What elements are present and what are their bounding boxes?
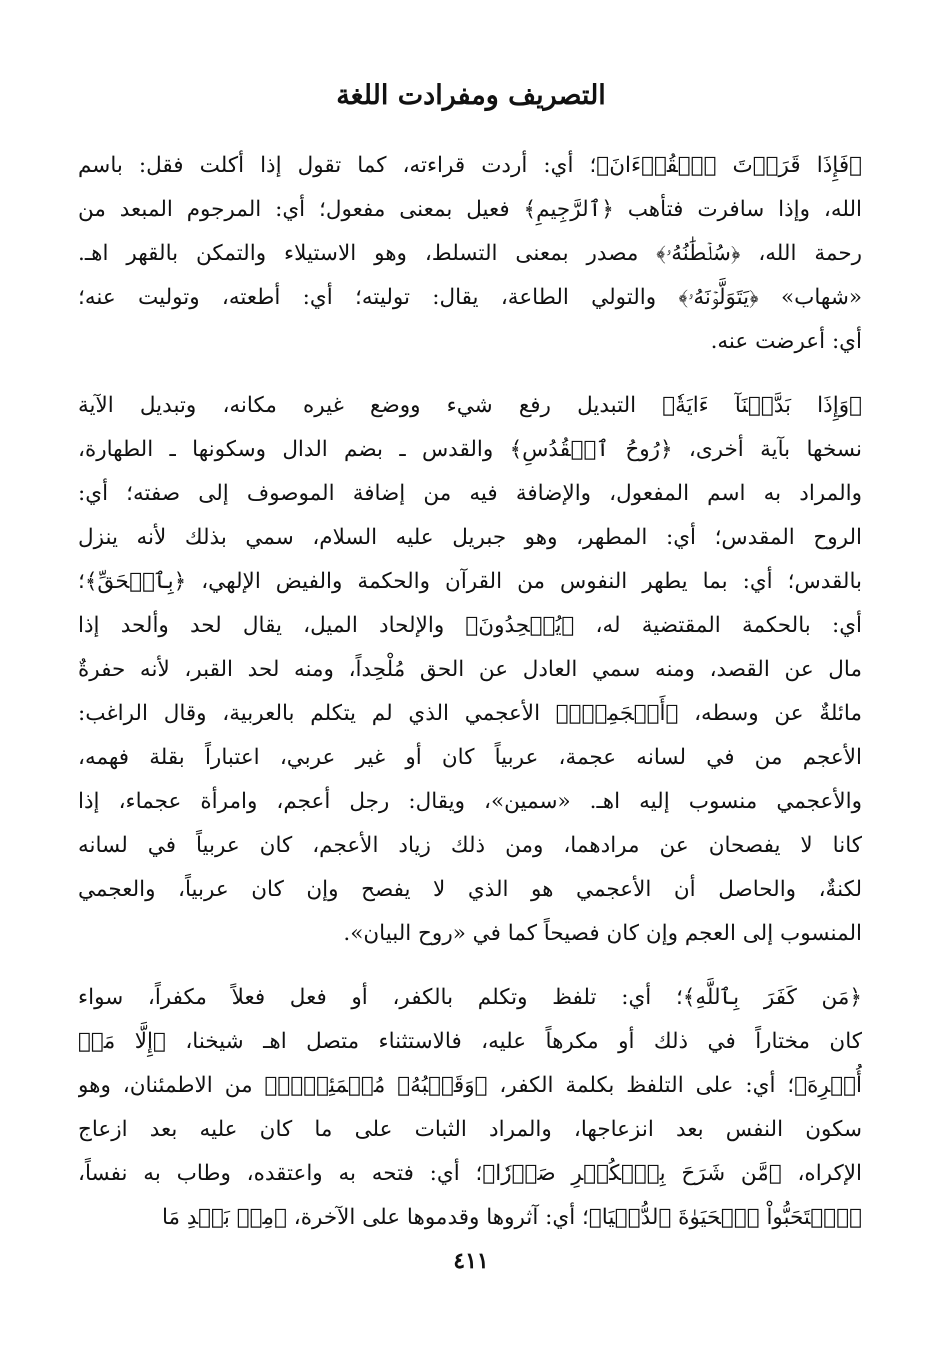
text-line: لكنةٌ، والحاصل أن الأعجمي هو الذي لا يفصح وإن كان عربياً، والعجمي	[78, 877, 862, 902]
text-line: ﴿فَإِذَا قَرَأۡتَ ٱلۡقُرۡءَانَ﴾؛ أي: أردت قراءته، كما تقول إذا أكلت فقل: باسم	[78, 153, 862, 178]
text-line: المنسوب إلى العجم وإن كان فصيحاً كما في «روح البيان».	[343, 921, 862, 946]
body-text	[78, 144, 862, 1240]
page-title: التصريف ومفرادت اللغة	[336, 80, 606, 111]
paragraph	[78, 144, 862, 364]
text-line: كانا لا يفصحان عن مرادهما، ومن ذلك زياد الأعجم، كان عربياً في لسانه	[78, 833, 862, 858]
text-line: أي: أعرضت عنه.	[710, 329, 862, 354]
paragraph	[78, 384, 862, 956]
text-line: بالقدس؛ أي: بما يطهر النفوس من القرآن والحكمة والفيض الإلهي، ﴿بِٱلۡحَقِّ﴾؛	[78, 569, 862, 594]
text-line: والمراد به اسم المفعول، والإضافة فيه من إضافة الموصوف إلى صفته؛ أي:	[78, 481, 862, 506]
text-line: كان مختاراً في ذلك أو مكرهاً عليه، فالاستثناء متصل اهـ شيخنا، ﴿إِلَّا مَنۡ	[78, 1029, 862, 1054]
text-line: ﴿ٱسۡتَحَبُّواْ ٱلۡحَيَوٰةَ ٱلدُّنۡيَا﴾؛ أي: آثروها وقدموها على الآخرة، ﴿مِنۢ بَعۡدِ مَا	[161, 1205, 862, 1230]
text-line: والأعجمي منسوب إليه اهـ. «سمين»، ويقال: رجل أعجم، وامرأة عجماء، إذا	[78, 789, 862, 814]
text-line: الروح المقدس؛ أي: المطهر، وهو جبريل عليه السلام، سمي بذلك لأنه ينزل	[78, 525, 862, 550]
text-line: الله، وإذا سافرت فتأهب ﴿ٱلرَّجِيمِ﴾ فعيل بمعنى مفعول؛ أي: المرجوم المبعد من	[78, 197, 862, 222]
text-line: «شهاب» ﴿يَتَوَلَّوۡنَهُۥ﴾ والتولي الطاعة، يقال: توليته؛ أي: أطعته، وتوليت عنه؛	[78, 285, 862, 310]
paragraph-gap	[78, 956, 862, 976]
text-line: ﴿مَن كَفَرَ بِٱللَّهِ﴾؛ أي: تلفظ وتكلم بالكفر، أو فعل فعلاً مكفراً، سواء	[78, 985, 862, 1010]
text-line: ﴿وَإِذَا بَدَّلۡنَآ ءَايَةٗ﴾ التبديل رفع شيء ووضع غيره مكانه، وتبديل الآية	[78, 393, 862, 418]
text-line: أي: بالحكمة المقتضية له، ﴿يُلۡحِدُونَ﴾ والإلحاد الميل، يقال لحد وألحد إذا	[78, 613, 862, 638]
text-line: أُكۡرِهَ﴾؛ أي: على التلفظ بكلمة الكفر، ﴿وَقَلۡبُهُۥ مُطۡمَئِنُّۢ﴾ من الاطمئنان، وهو	[78, 1073, 862, 1098]
page-number: ٤١١	[453, 1248, 489, 1274]
text-line: سكون النفس بعد انزعاجها، والمراد الثبات على ما كان عليه بعد ازعاج	[78, 1117, 862, 1142]
text-line: الإكراه، ﴿مَّن شَرَحَ بِٱلۡكُفۡرِ صَدۡرٗا﴾؛ أي: فتحه به واعتقده، وطاب به نفساً،	[78, 1161, 862, 1186]
text-line: الأعجم من في لسانه عجمة، عربياً كان أو غير عربي، اعتباراً بقلة فهمه،	[78, 745, 862, 770]
text-line: مائلةٌ عن وسطه، ﴿أَعۡجَمِيّٞ﴾ الأعجمي الذي لم يتكلم بالعربية، وقال الراغب:	[78, 701, 862, 726]
text-line: نسخها بآية أخرى، ﴿رُوحُ ٱلۡقُدُسِ﴾ والقدس ـ بضم الدال وسكونها ـ الطهارة،	[78, 437, 862, 462]
text-line: مال عن القصد، ومنه سمي العادل عن الحق مُلْحِداً، ومنه لحد القبر، لأنه حفرةٌ	[78, 657, 862, 682]
text-line: رحمة الله، ﴿سُلۡطَٰنُهُۥ﴾ مصدر بمعنى التسلط، وهو الاستيلاء والتمكن بالقهر اهـ.	[78, 241, 862, 266]
paragraph	[78, 976, 862, 1240]
paragraph-gap	[78, 364, 862, 384]
